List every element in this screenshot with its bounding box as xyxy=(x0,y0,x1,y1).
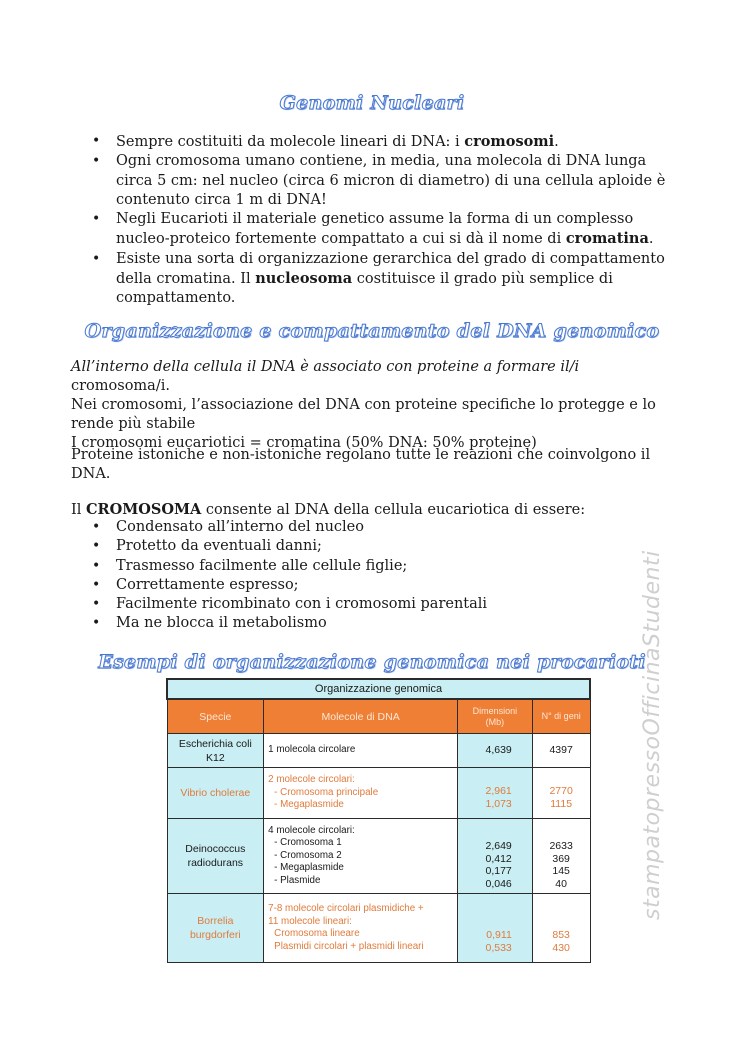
molecules-cell: 1 molecola circolare xyxy=(264,734,458,768)
paragraph-chromosome-intro: Il CROMOSOMA consente al DNA della cellula eucariotica di essere: xyxy=(71,501,586,518)
paragraph-dna-proteins: All’interno della cellula il DNA è associato con proteine a formare il/i cromosoma/i. Nei cromosomi, l’associazione del DNA con proteine specifiche lo protegge e lo rende più stabile I cromosomi eucariotici = cromatina (50% DNA: 50% proteine) xyxy=(71,359,656,451)
table-row xyxy=(167,734,590,768)
nuclear-genome-bullet-list xyxy=(92,132,682,309)
bullet-item: • Negli Eucarioti il materiale genetico assume la forma di un complesso nucleo-proteico fortemente compattato a cui si dà il nome di cromatina. xyxy=(92,210,682,250)
dimensions-cell: 4,639 xyxy=(458,734,533,768)
chromosome-bullet-list xyxy=(92,518,682,634)
genes-cell: 2770 1115 xyxy=(532,768,590,819)
dimensions-cell: 2,649 0,412 0,177 0,046 xyxy=(458,819,533,894)
bullet-item: • Facilmente ricombinato con i cromosomi parentali xyxy=(92,595,682,614)
bullet-item: • Ogni cromosoma umano contiene, in media, una molecola di DNA lunga circa 5 cm: nel nucleo (circa 6 micron di diametro) di una cellula aploide è contenuto circa 1 m di DNA! xyxy=(92,152,682,210)
header-dimensions: Dimensioni (Mb) xyxy=(458,699,533,734)
bullet-item: • Protetto da eventuali danni; xyxy=(92,537,682,556)
species-cell: Escherichia coli K12 xyxy=(167,734,264,768)
watermark-text: stampatopressoOfficinaStudenti xyxy=(640,550,665,920)
section-title-organizzazione: Organizzazione e compattamento del DNA genomico xyxy=(84,320,660,342)
section-title-esempi-procarioti: Esempi di organizzazione genomica nei procarioti xyxy=(98,651,646,673)
table-row xyxy=(167,768,590,819)
header-molecules: Molecole di DNA xyxy=(264,699,458,734)
molecules-cell: 2 molecole circolari: - Cromosoma principale - Megaplasmide xyxy=(264,768,458,819)
genes-cell: 4397 xyxy=(532,734,590,768)
bullet-item: • Ma ne blocca il metabolismo xyxy=(92,614,682,633)
section-title-genomi-nucleari: Genomi Nucleari xyxy=(279,92,465,114)
bullet-item: • Esiste una sorta di organizzazione gerarchica del grado di compattamento della cromatina. Il nucleosoma costituisce il grado più semplice di compattamento. xyxy=(92,250,682,309)
bullet-item: • Sempre costituiti da molecole lineari di DNA: i cromosomi. xyxy=(92,132,682,152)
header-genes: N° di geni xyxy=(532,699,590,734)
table-caption-row xyxy=(167,679,590,699)
genes-cell: 853 430 xyxy=(532,894,590,963)
bullet-item: • Correttamente espresso; xyxy=(92,576,682,595)
table-caption: Organizzazione genomica xyxy=(167,679,590,699)
bullet-item: • Condensato all’interno del nucleo xyxy=(92,518,682,537)
header-species: Specie xyxy=(167,699,264,734)
genes-cell: 2633 369 145 40 xyxy=(532,819,590,894)
species-cell: Deinococcus radiodurans xyxy=(167,819,264,894)
molecules-cell: 7-8 molecole circolari plasmidiche + 11 molecole lineari: Cromosoma lineare Plasmidi circolari + plasmidi lineari xyxy=(264,894,458,963)
genomic-organization-table xyxy=(166,678,591,963)
molecules-cell: 4 molecole circolari: - Cromosoma 1 - Cromosoma 2 - Megaplasmide - Plasmide xyxy=(264,819,458,894)
dimensions-cell: 0,911 0,533 xyxy=(458,894,533,963)
species-cell: Borrelia burgdorferi xyxy=(167,894,264,963)
paragraph-histone-proteins: Proteine istoniche e non-istoniche regolano tutte le reazioni che coinvolgono il DNA. xyxy=(71,447,651,482)
table-header-row xyxy=(167,699,590,734)
bullet-item: • Trasmesso facilmente alle cellule figlie; xyxy=(92,557,682,576)
dimensions-cell: 2,961 1,073 xyxy=(458,768,533,819)
species-cell: Vibrio cholerae xyxy=(167,768,264,819)
table-row xyxy=(167,894,590,963)
table-row xyxy=(167,819,590,894)
